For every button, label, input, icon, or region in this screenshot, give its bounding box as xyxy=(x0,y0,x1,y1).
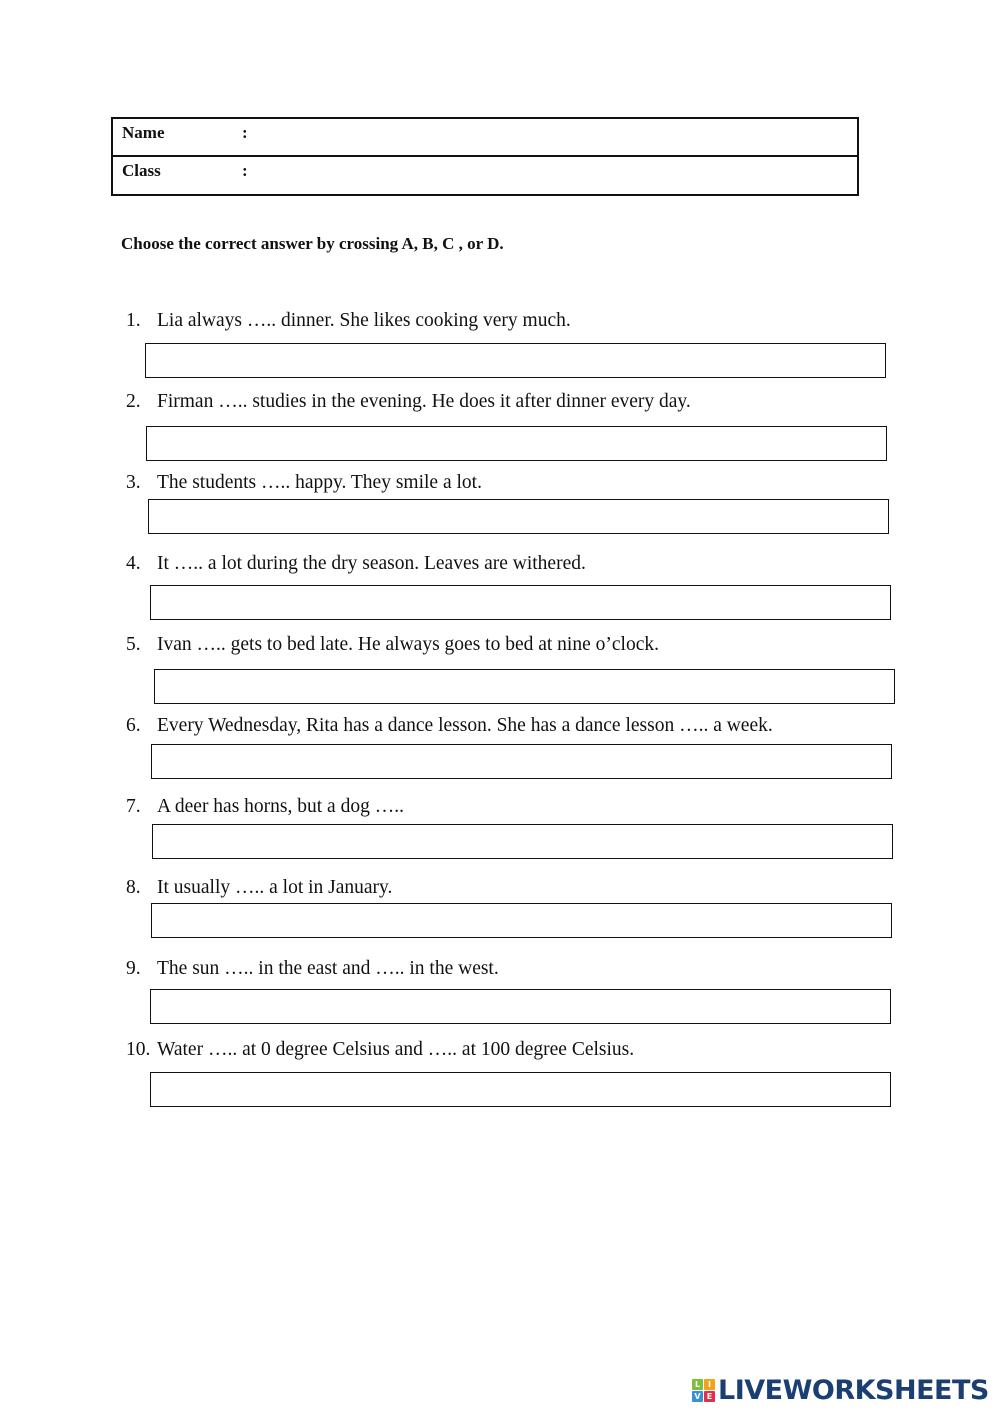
class-row[interactable] xyxy=(111,155,859,196)
logo-text: LIVEWORKSHEETS xyxy=(718,1375,989,1406)
answer-box-5[interactable] xyxy=(154,669,895,704)
question-text: The students ….. happy. They smile a lot. xyxy=(157,472,482,493)
question-2 xyxy=(126,391,691,413)
question-number: 2. xyxy=(126,391,141,412)
answer-box-4[interactable] xyxy=(150,585,891,620)
question-text: Water ….. at 0 degree Celsius and ….. at 100 degree Celsius. xyxy=(157,1039,635,1060)
answer-box-10[interactable] xyxy=(150,1072,891,1107)
question-number: 1. xyxy=(126,310,141,331)
answer-box-8[interactable] xyxy=(151,903,892,938)
question-6 xyxy=(126,715,773,737)
question-text: Lia always ….. dinner. She likes cooking very much. xyxy=(157,310,571,331)
class-colon: : xyxy=(242,161,248,180)
logo-tile: I xyxy=(704,1379,715,1390)
question-number: 4. xyxy=(126,553,141,574)
answer-box-7[interactable] xyxy=(152,824,893,859)
name-row[interactable] xyxy=(111,117,859,157)
question-7 xyxy=(126,796,404,818)
question-8 xyxy=(126,877,392,899)
question-number: 7. xyxy=(126,796,141,817)
question-number: 3. xyxy=(126,472,141,493)
question-5 xyxy=(126,634,659,656)
question-text: Firman ….. studies in the evening. He does it after dinner every day. xyxy=(157,391,691,412)
question-text: Ivan ….. gets to bed late. He always goes to bed at nine o’clock. xyxy=(157,634,659,655)
question-4 xyxy=(126,553,586,575)
logo-tiles-icon xyxy=(692,1379,715,1402)
question-1 xyxy=(126,310,571,332)
question-10 xyxy=(126,1039,634,1061)
question-9 xyxy=(126,958,499,980)
question-text: Every Wednesday, Rita has a dance lesson. She has a dance lesson ….. a week. xyxy=(157,715,773,736)
question-text: A deer has horns, but a dog ….. xyxy=(157,796,404,817)
name-label: Name xyxy=(122,123,165,142)
question-number: 8. xyxy=(126,877,141,898)
logo-tile: E xyxy=(704,1391,715,1402)
answer-box-9[interactable] xyxy=(150,989,891,1024)
question-3 xyxy=(126,472,482,494)
class-label: Class xyxy=(122,161,161,180)
question-number: 10. xyxy=(126,1039,151,1060)
question-number: 6. xyxy=(126,715,141,736)
question-number: 9. xyxy=(126,958,141,979)
liveworksheets-logo xyxy=(692,1375,989,1406)
answer-box-2[interactable] xyxy=(146,426,887,461)
answer-box-6[interactable] xyxy=(151,744,892,779)
question-text: The sun ….. in the east and ….. in the west. xyxy=(157,958,499,979)
answer-box-3[interactable] xyxy=(148,499,889,534)
logo-tile: L xyxy=(692,1379,703,1390)
logo-tile: V xyxy=(692,1391,703,1402)
question-text: It ….. a lot during the dry season. Leaves are withered. xyxy=(157,553,586,574)
instruction: Choose the correct answer by crossing A, B, C , or D. xyxy=(121,234,504,253)
question-text: It usually ….. a lot in January. xyxy=(157,877,393,898)
answer-box-1[interactable] xyxy=(145,343,886,378)
question-number: 5. xyxy=(126,634,141,655)
name-colon: : xyxy=(242,123,248,142)
